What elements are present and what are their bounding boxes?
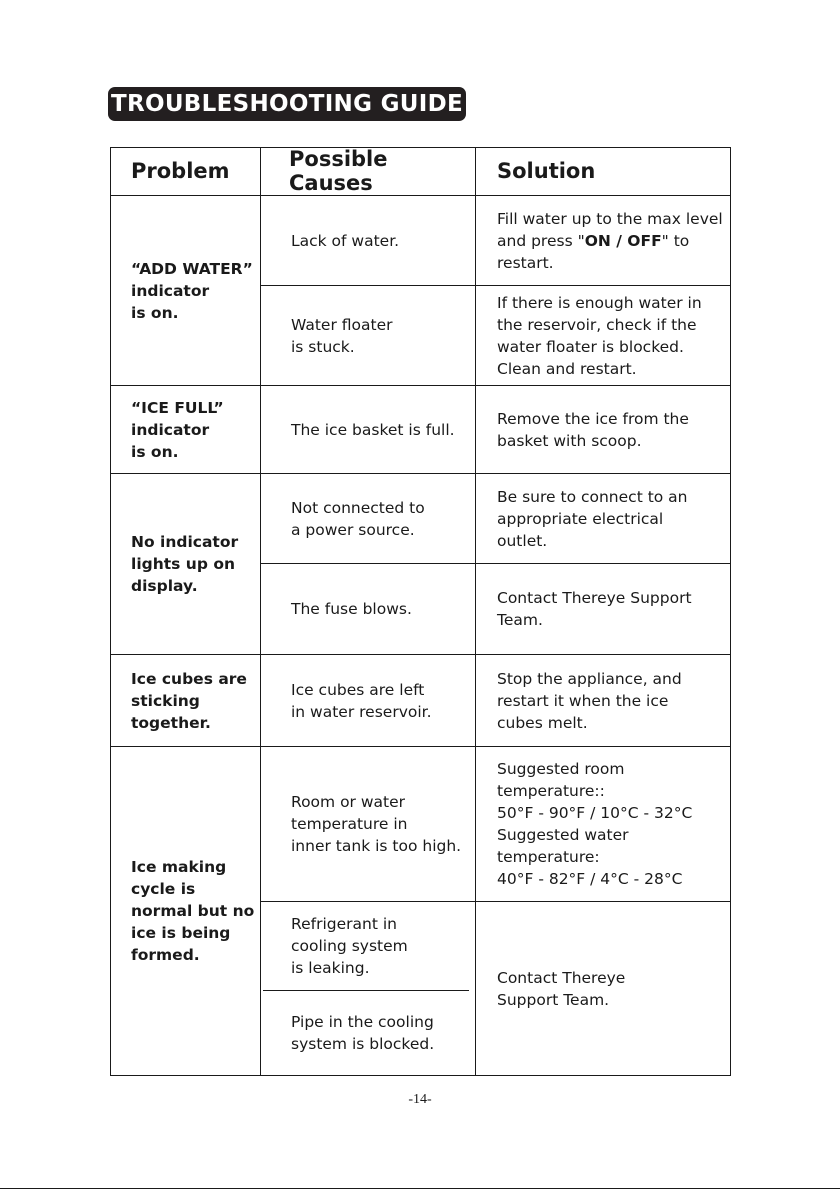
cause-cell: Lack of water. [291,231,400,250]
header-possible-causes: Possible Causes [289,147,388,195]
cause-cell: The fuse blows. [291,600,412,618]
cause-cell: The ice basket is full. [291,420,455,439]
on-off-keyword: ON / OFF [584,231,662,250]
solution-cell: Remove the ice from the basket with scoop. [497,409,689,450]
solution-cell: Be sure to connect to an appropriate electrical outlet. [497,487,688,550]
page-bottom-rule [0,1188,840,1189]
solution-cell: Stop the appliance, and restart it when the ice cubes melt. [497,669,682,732]
column-divider-2 [475,147,476,1076]
column-divider-1 [260,147,261,1076]
solution-text: Fill water up to the max level and press "ON / OFF" to restart. [497,209,723,272]
cause-cell: Water floater is stuck. [291,315,393,356]
solution-cell [497,196,730,285]
table-border-left [110,147,111,1076]
solution-cell: Suggested room temperature:: 50°F - 90°F / 10°C - 32°C Suggested water temperature: 40°F - 82°F / 4°C - 28°C [497,760,693,888]
header-solution: Solution [497,159,596,183]
solution-cell: Contact Thereye Support Team. [497,968,626,1009]
cause-cell: Pipe in the cooling system is blocked. [291,1013,435,1053]
cause-cell: Not connected to a power source. [291,498,425,539]
solution-cell: If there is enough water in the reservoir, check if the water floater is blocked. Clean and restart. [497,293,702,378]
page-number: -14- [408,1092,432,1107]
table-border-right [730,147,731,1076]
page-title: TROUBLESHOOTING GUIDE [108,87,466,121]
header-problem: Problem [131,159,230,183]
cause-cell: Room or water temperature in inner tank is too high. [291,793,462,855]
problem-cell: Ice cubes are sticking together. [131,669,247,732]
problem-cell: “ICE FULL” indicator is on. [131,398,224,461]
problem-cell: No indicator lights up on display. [131,533,239,595]
troubleshooting-table [110,147,731,1076]
cause-cell: Refrigerant in cooling system is leaking. [291,915,408,977]
problem-cell: Ice making cycle is normal but no ice is being formed. [131,858,255,964]
cause-cell: Ice cubes are left in water reservoir. [291,680,432,721]
problem-cell: “ADD WATER” indicator is on. [131,259,253,322]
table-border-bottom [110,1075,731,1076]
solution-cell: Contact Thereye Support Team. [497,589,692,629]
